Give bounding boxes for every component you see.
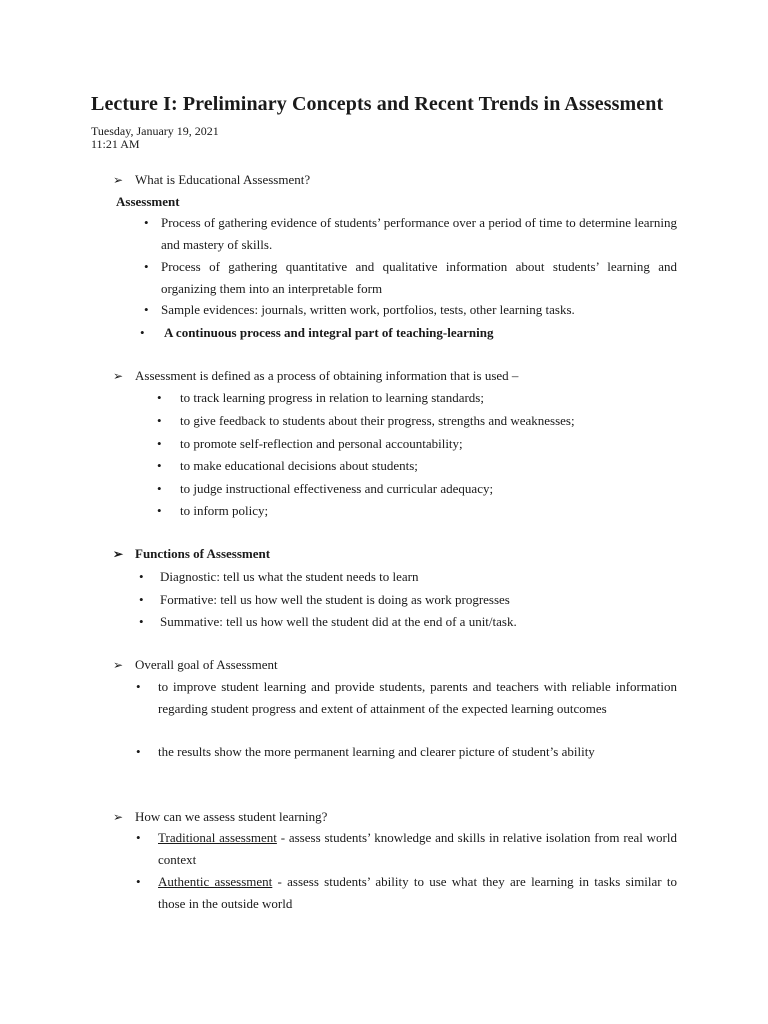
term-traditional-assessment: Traditional assessment [158,830,277,845]
list-item: • Sample evidences: journals, written work, portfolios, tests, other learning tasks. [144,299,677,321]
term-authentic-assessment: Authentic assessment [158,874,273,889]
time-stamp: 11:21 AM [91,137,140,151]
bullet-icon: • [157,503,162,518]
bullet-icon: • [136,830,141,845]
bullet-icon: • [139,592,144,607]
bullet-icon: • [136,744,141,759]
section-heading-assess-learning: ➢ How can we assess student learning? [113,806,327,828]
arrow-icon: ➢ [113,658,124,672]
bullet-icon: • [144,259,149,274]
arrow-icon: ➢ [113,547,124,561]
list-item: • to track learning progress in relation to learning standards; [157,387,677,409]
section-heading-overall-goal: ➢ Overall goal of Assessment [113,654,278,676]
list-item: • Summative: tell us how well the student did at the end of a unit/task. [139,611,677,633]
arrow-icon: ➢ [113,173,124,187]
list-item: • Process of gathering quantitative and qualitative information about students’ learning and organizing them into an interpretable form [144,256,677,300]
date-stamp: Tuesday, January 19, 2021 [91,124,219,138]
bullet-icon: • [157,390,162,405]
arrow-icon: ➢ [113,810,124,824]
subheading-assessment: Assessment [116,194,180,209]
arrow-icon: ➢ [113,369,124,383]
bullet-icon: • [157,436,162,451]
bullet-icon: • [139,569,144,584]
bullet-icon: • [144,215,149,230]
list-item-emphasis: • A continuous process and integral part of teaching-learning [140,322,677,344]
list-item: • to promote self-reflection and personal accountability; [157,433,677,455]
list-item: • Process of gathering evidence of students’ performance over a period of time to determine learning and mastery of skills. [144,212,677,256]
list-item: • Authentic assessment - assess students’ ability to use what they are learning in tasks similar to those in the outside world [136,871,677,915]
list-item: • Formative: tell us how well the student is doing as work progresses [139,589,677,611]
bullet-icon: • [136,874,141,889]
section-heading-educational-assessment: ➢ What is Educational Assessment? [113,169,310,191]
bullet-icon: • [157,481,162,496]
bullet-icon: • [139,614,144,629]
section-heading-definition: ➢ Assessment is defined as a process of obtaining information that is used – [113,365,518,387]
list-item: • Diagnostic: tell us what the student needs to learn [139,566,677,588]
list-item: • to inform policy; [157,500,677,522]
list-item: • the results show the more permanent learning and clearer picture of student’s ability [136,741,677,763]
bullet-icon: • [140,325,145,340]
list-item: • to judge instructional effectiveness and curricular adequacy; [157,478,677,500]
list-item: • to give feedback to students about their progress, strengths and weaknesses; [157,410,677,432]
list-item: • Traditional assessment - assess students’ knowledge and skills in relative isolation from real world context [136,827,677,871]
list-item: • to improve student learning and provide students, parents and teachers with reliable information regarding student progress and extent of attainment of the expected learning outcomes [136,676,677,742]
bullet-icon: • [157,458,162,473]
section-heading-functions: ➢ Functions of Assessment [113,543,270,565]
page-title: Lecture I: Preliminary Concepts and Recent Trends in Assessment [91,93,664,115]
list-item: • to make educational decisions about students; [157,455,677,477]
bullet-icon: • [157,413,162,428]
bullet-icon: • [144,302,149,317]
bullet-icon: • [136,679,141,694]
